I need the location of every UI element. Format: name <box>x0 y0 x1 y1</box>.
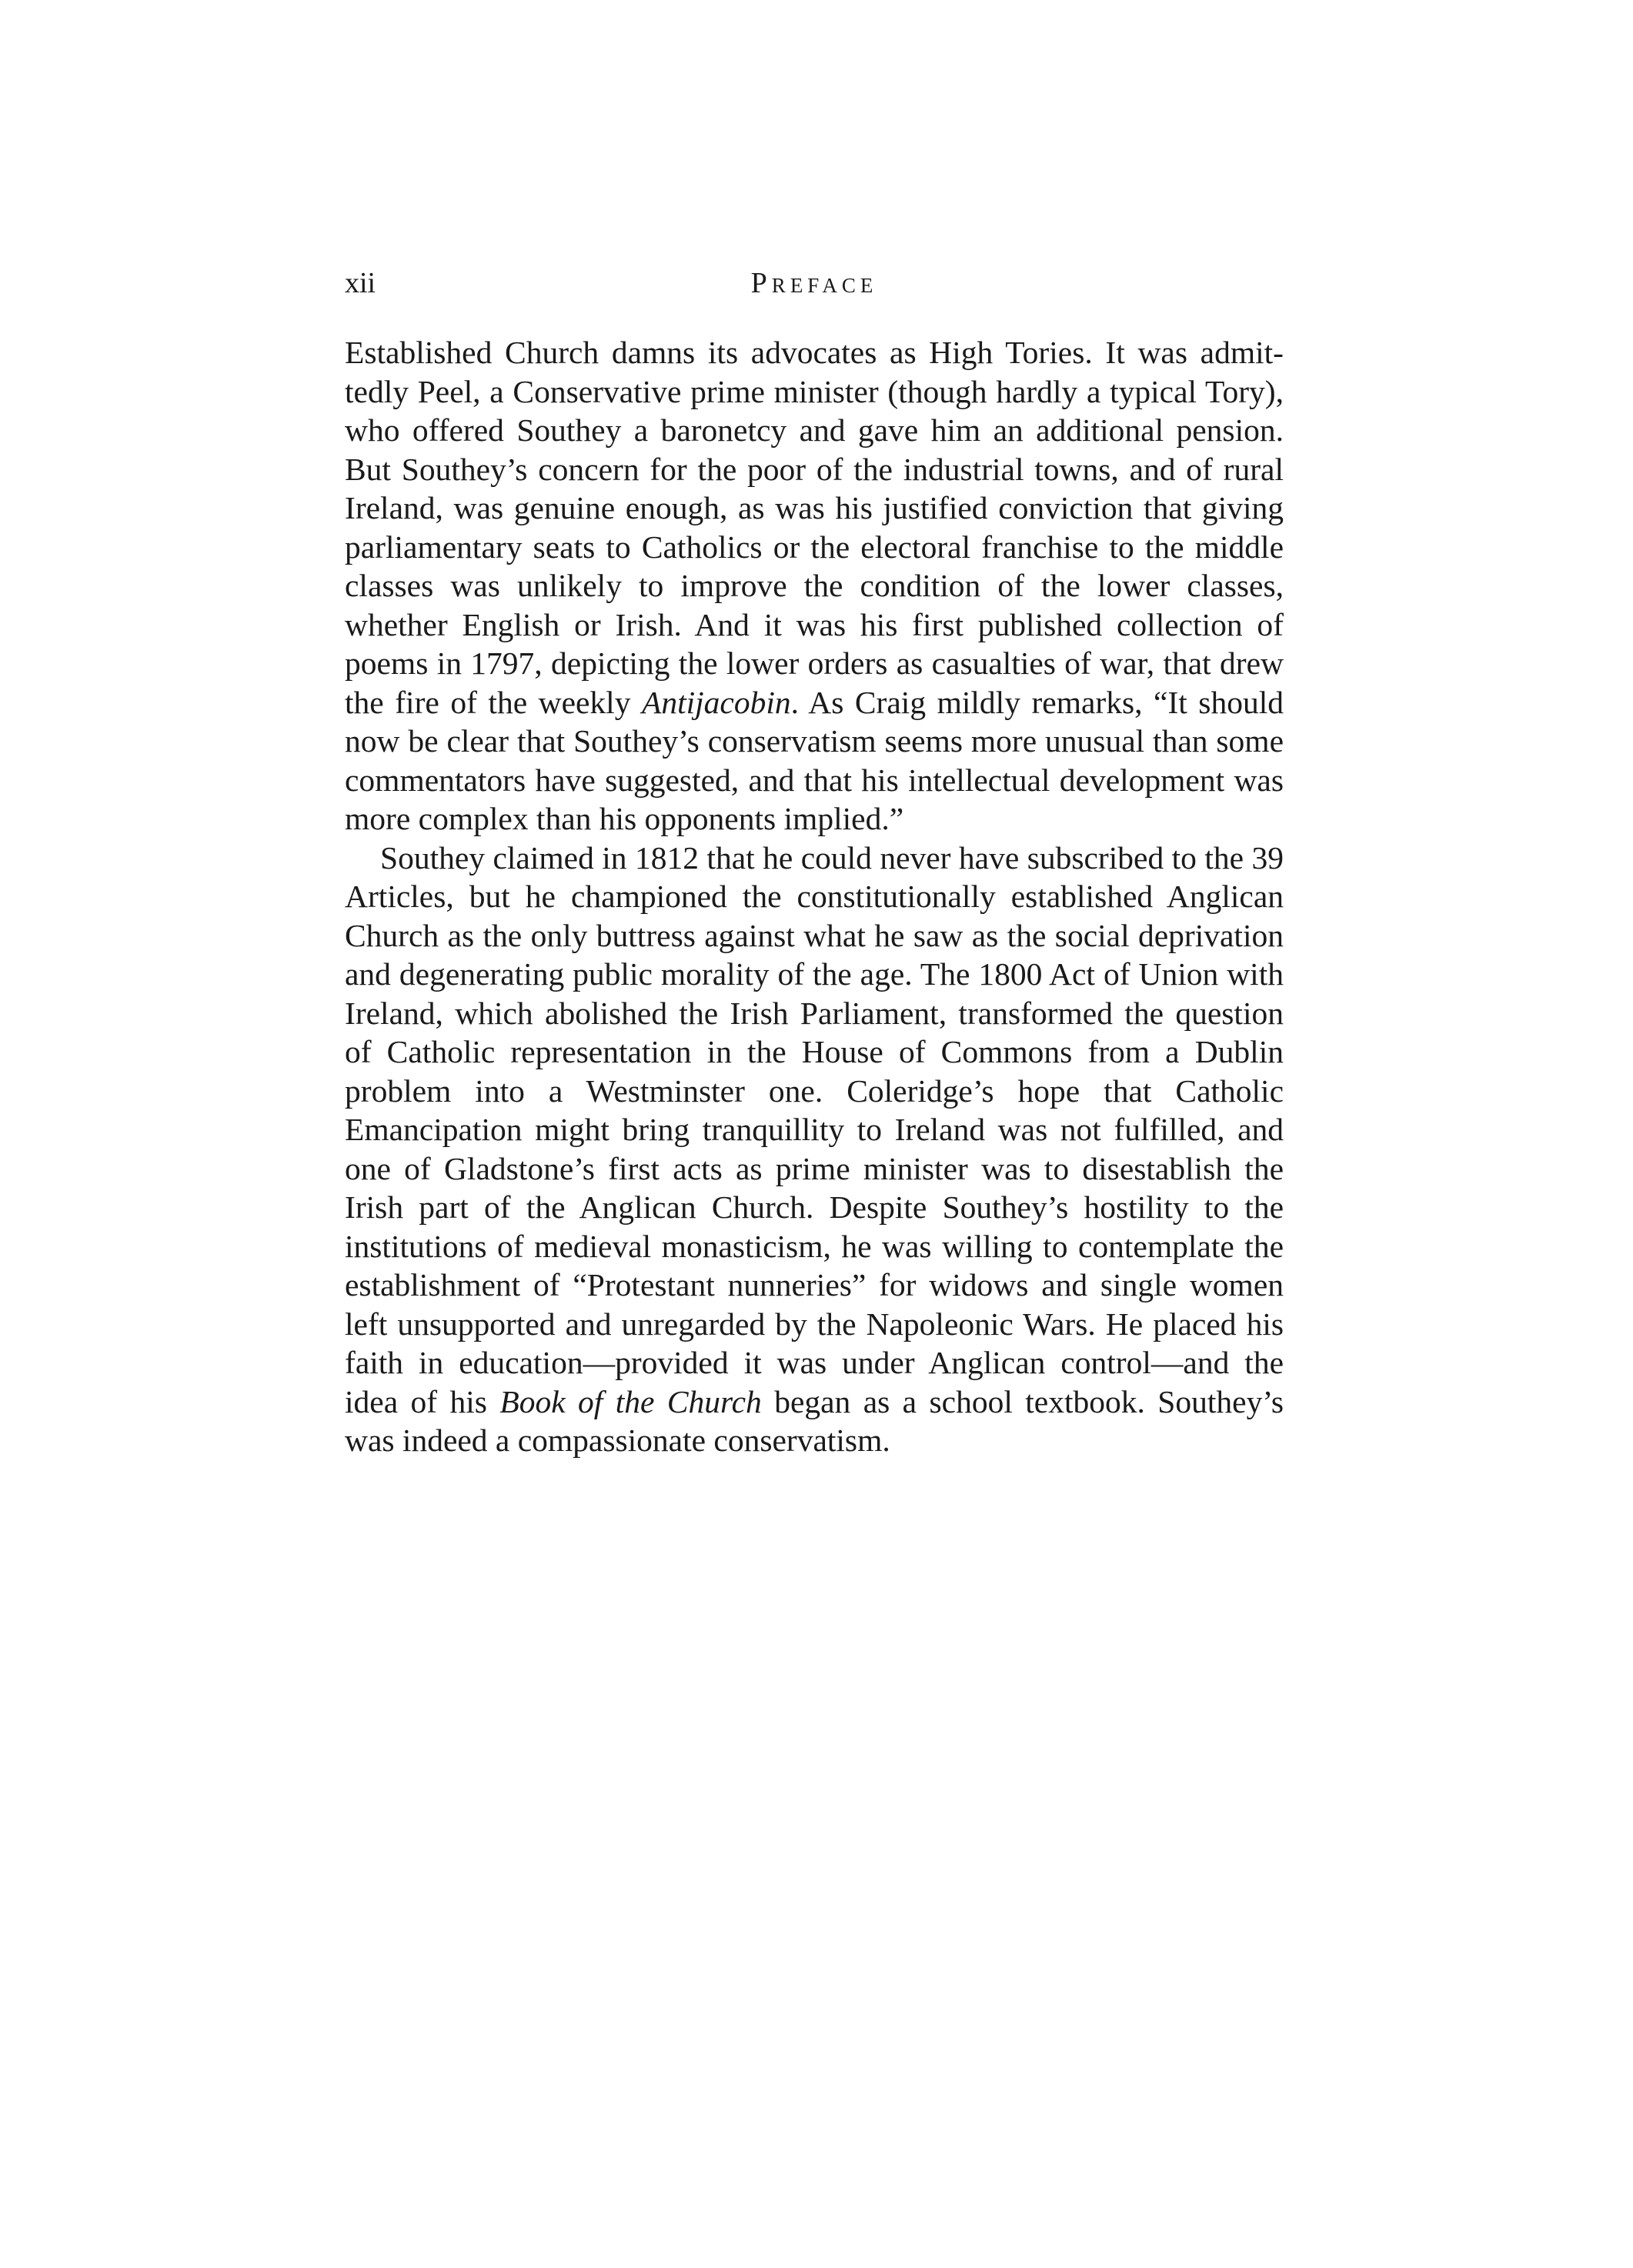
paragraph <box>345 839 1284 1460</box>
paragraph-text: Established Church damns its advocates as High Tories. It was admittedly Peel, a Conservative prime minister (though hardly a typical Tory), who offered Southey a baronetcy and gave him an additional pension. But Southey’s concern for the poor of the industrial towns, and of rural Ireland, was genuine enough, as was his justified conviction that giving parliamentary seats to Catholics or the electoral franchise to the middle classes was unlikely to improve the condition of the lower classes, whether English or Irish. And it was his first published collection of poems in 1797, depicting the lower orders as casualties of war, that drew the fire of the weekly <box>345 335 1284 720</box>
page-number: xii <box>345 267 376 299</box>
running-head <box>345 260 1284 306</box>
body-text <box>345 333 1284 1460</box>
paragraph-text: Southey claimed in 1812 that he could never have subscribed to the 39 Articles, but he championed the constitutionally established Anglican Church as the only buttress against what he saw as the social deprivation and degenerating public morality of the age. The 1800 Act of Union with Ireland, which abolished the Irish Parliament, transformed the question of Catholic representation in the House of Commons from a Dublin problem into a Westminster one. Coleridge’s hope that Catholic Emancipation might bring tranquillity to Ireland was not fulfilled, and one of Gladstone’s first acts as prime minister was to disestablish the Irish part of the Anglican Church. Despite Southey’s hostility to the institutions of medieval monasticism, he was willing to contemplate the establishment of “Protestant nunneries” for widows and single women left unsupported and unregarded by the Napoleonic Wars. He placed his faith in education—provided it was under Anglican control—and the idea of his <box>345 839 1284 1419</box>
italic-title: Antijacobin <box>641 684 791 720</box>
running-title: Preface <box>750 267 878 299</box>
paragraph-text: began as a school textbook. Southey’s was indeed a compassionate conservatism. <box>345 1383 1284 1458</box>
paragraph <box>345 333 1284 839</box>
italic-title: Book of the Church <box>499 1383 762 1419</box>
paragraph-text: . As Craig mildly remarks, “It should now be clear that Southey’s conservatism seems more unusual than some commentators have suggested, and that his intellectual development was more complex than his opponents implied.” <box>345 684 1284 836</box>
